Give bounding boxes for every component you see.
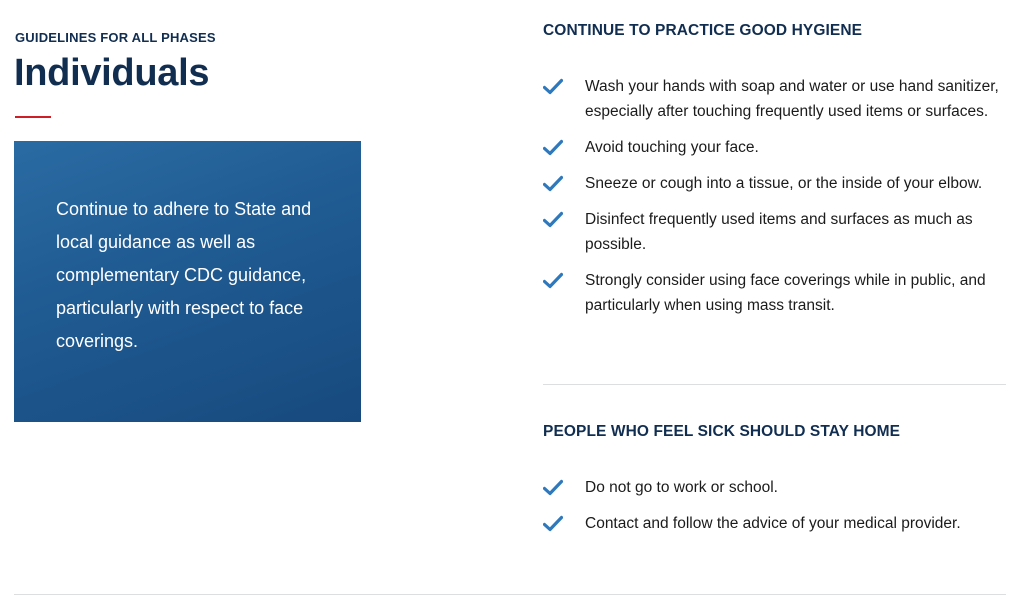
list-item-text: Strongly consider using face coverings while in public, and particularly when using mass transit. [585, 272, 986, 314]
checkmark-icon [543, 515, 563, 532]
guidance-callout [14, 141, 361, 422]
page-title: Individuals [14, 52, 210, 94]
checkmark-icon [543, 78, 563, 95]
list-item [543, 135, 1006, 160]
list-item-text: Disinfect frequently used items and surfaces as much as possible. [585, 211, 973, 253]
list-item-text: Wash your hands with soap and water or use hand sanitizer, especially after touching frequently used items or surfaces. [585, 78, 999, 120]
section-eyebrow: GUIDELINES FOR ALL PHASES [15, 30, 216, 45]
list-item [543, 511, 1006, 536]
list-item-text: Do not go to work or school. [585, 479, 778, 496]
list-item-text: Avoid touching your face. [585, 139, 759, 156]
checkmark-icon [543, 479, 563, 496]
list-item [543, 268, 1006, 318]
callout-text: Continue to adhere to State and local guidance as well as complementary CDC guidance, particularly with respect to face coverings. [56, 199, 312, 351]
list-item-text: Sneeze or cough into a tissue, or the inside of your elbow. [585, 175, 983, 192]
stay-home-heading: PEOPLE WHO FEEL SICK SHOULD STAY HOME [543, 423, 901, 440]
list-item [543, 171, 1006, 196]
checkmark-icon [543, 272, 563, 289]
stay-home-section [543, 423, 1006, 547]
list-item [543, 207, 1006, 257]
checkmark-icon [543, 175, 563, 192]
list-item-text: Contact and follow the advice of your medical provider. [585, 515, 961, 532]
stay-home-list [543, 475, 1006, 536]
hygiene-list [543, 74, 1006, 318]
checkmark-icon [543, 211, 563, 228]
bottom-divider [14, 594, 1006, 595]
hygiene-section [543, 22, 1006, 329]
list-item [543, 74, 1006, 124]
hygiene-heading: CONTINUE TO PRACTICE GOOD HYGIENE [543, 22, 863, 39]
checkmark-icon [543, 139, 563, 156]
list-item [543, 475, 1006, 500]
accent-rule [15, 116, 51, 118]
section-divider [543, 384, 1006, 385]
